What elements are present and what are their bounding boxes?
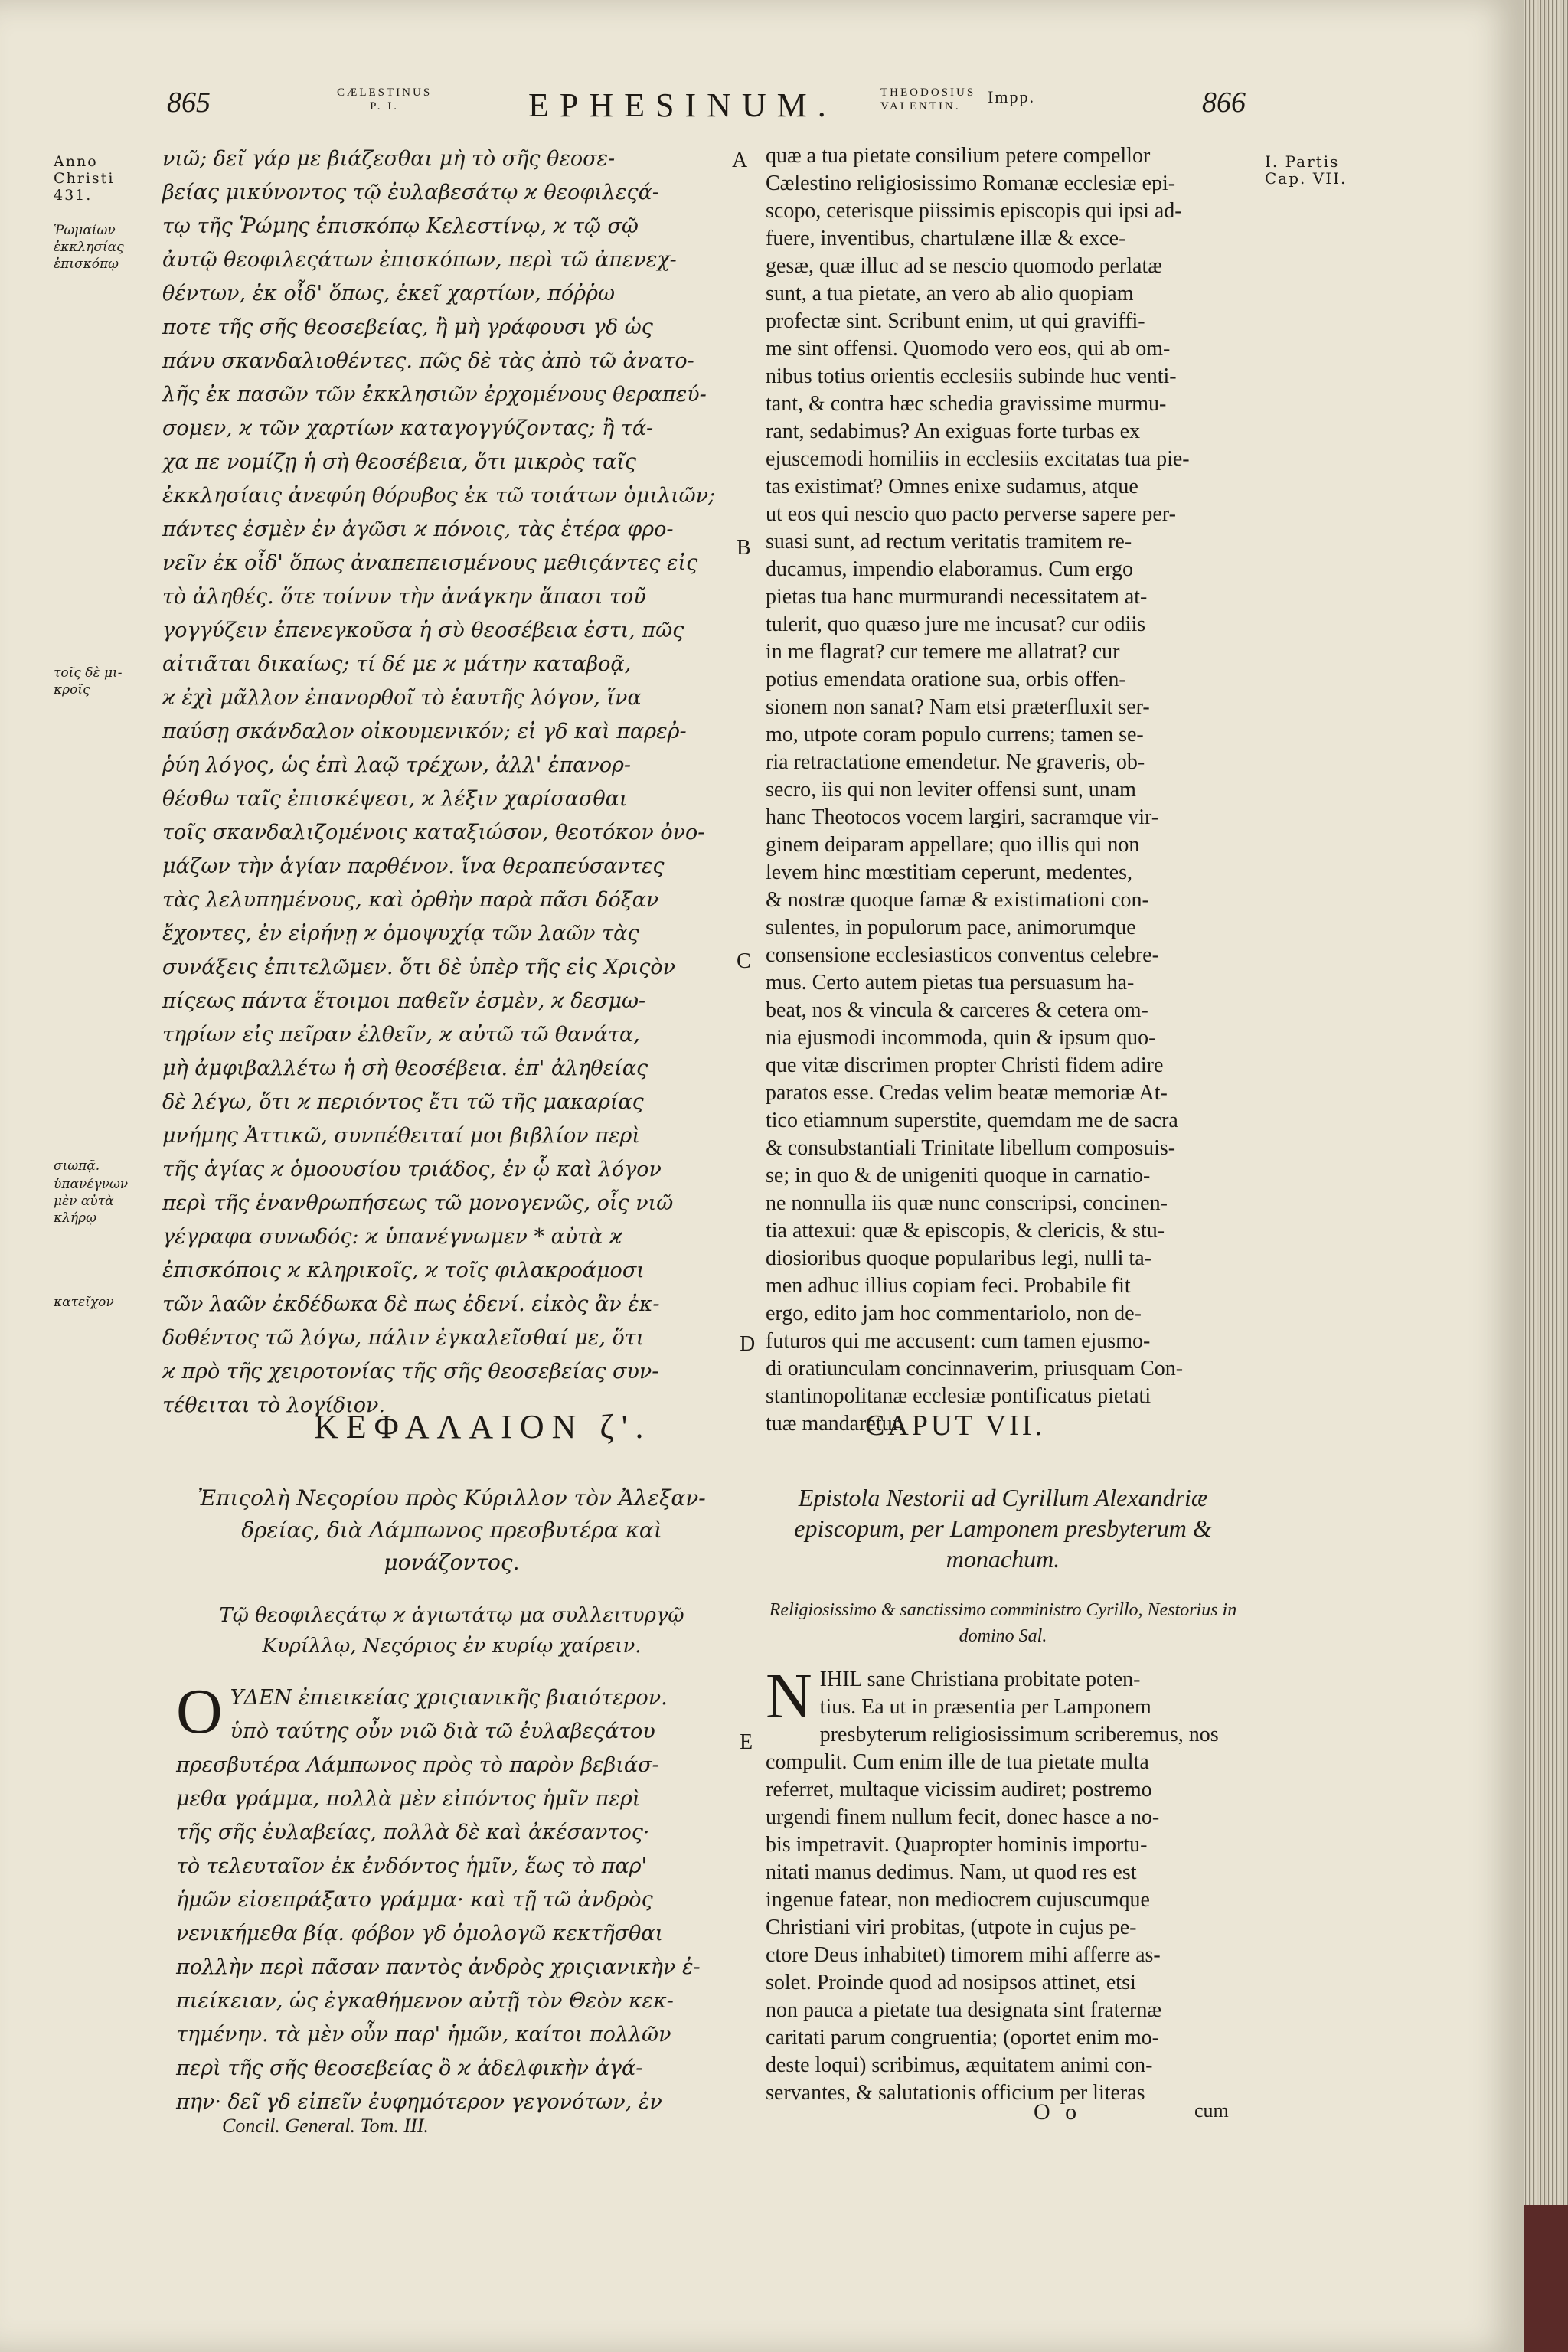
latin-line: nibus totius orientis ecclesiis subinde huc venti-	[766, 364, 1177, 388]
header-title: EPHESINUM.	[528, 87, 837, 124]
greek-line: δοθέντος τῶ λόγω, πάλιν ἐγκαλεῖσθαί με, ὅτι	[162, 1326, 645, 1350]
greek-line: μὴ ἀμφιβαλλέτω ἡ σὴ θεοσέβεια. ἐπ' ἀληθείας	[162, 1057, 648, 1080]
greek-body-line: ὑπὸ ταύτης οὖν νιῶ διὰ τῶ ἐυλαβεςάτου	[230, 1720, 655, 1743]
greek-column	[162, 142, 744, 1423]
chapter-heading-greek: ΚΕΦΑΛΑΙΟΝ ζ'.	[314, 1408, 652, 1446]
latin-line: profectæ sint. Scribunt enim, ut qui graviffi-	[766, 309, 1145, 333]
latin-line: consensione ecclesiasticos conventus celebre-	[766, 943, 1159, 967]
section-letter-a: A	[732, 149, 748, 172]
latin-line: beat, nos & vincula & carceres & cetera om-	[766, 998, 1148, 1022]
greek-line: νεῖν ἐκ οἶδ' ὅπως ἀναπεπεισμένους μεθιςάντες εἰς	[162, 551, 698, 575]
latin-line: futuros qui me accusent: cum tamen ejusmo-	[766, 1329, 1151, 1353]
greek-line: ῥύη λόγος, ὡς ἐπὶ λαῷ τρέχων, ἀλλ' ἐπανορ-	[162, 753, 632, 777]
greek-body-line: ἡμῶν εἰσεπράξατο γράμμα· καὶ τῇ τῶ ἀνδρὸς	[176, 1888, 653, 1912]
latin-subtitle: Epistola Nestorii ad Cyrillum Alexandriæ episcopum, per Lamponem presbyterum & monachum.	[794, 1484, 1212, 1573]
greek-line: ποτε τῆς σῆς θεοσεβείας, ἢ μὴ γράφουσι γδ ὡς	[162, 315, 653, 339]
signature-mark: O o	[1034, 2099, 1082, 2125]
greek-line: δὲ λέγω, ὅτι ϰ περιόντος ἔτι τῶ τῆς μακαρίας	[162, 1090, 644, 1114]
margin-note-4: ὑπανέγνων μὲν αὐτὰ κλήρῳ	[54, 1177, 129, 1226]
greek-line: θέντων, ἐκ οἶδ' ὅπως, ἐκεῖ χαρτίων, πόῤῥω	[162, 282, 616, 305]
greek-line: τῶν λαῶν ἐκδέδωκα δὲ πως ἐδενί. εἰκὸς ἂν ἐκ-	[162, 1292, 660, 1316]
latin-line: ergo, edito jam hoc commentariolo, non de-	[766, 1302, 1142, 1325]
latin-body-line: presbyterum religiosissimum scriberemus, nos	[819, 1723, 1219, 1746]
page-edge	[1524, 0, 1568, 2352]
greek-body-line: πην· δεῖ γδ εἰπεῖν ἐυφημότερον γεγονότων, ἐν	[176, 2090, 662, 2114]
latin-line: Cælestino religiosissimo Romanæ ecclesiæ epi-	[766, 172, 1176, 195]
greek-line: χα πε νομίζῃ ἡ σὴ θεοσέβεια, ὅτι μικρὸς ταῖς	[162, 450, 637, 474]
greek-subtitle: Ἐπιςολὴ Νεςορίου πρὸς Κύριλλον τὸν Ἀλεξαν-δρείας, διὰ Λάμπωνος πρεσβυτέρα καὶ μονάζοντος.	[198, 1485, 706, 1575]
footer-volume: Concil. General. Tom. III.	[222, 2115, 429, 2137]
greek-line: γέγραφα συνωδός: ϰ ὑπανέγνωμεν * αὐτὰ ϰ	[162, 1225, 622, 1249]
greek-body-line: τὸ τελευταῖον ἐκ ἐνδόντος ἡμῖν, ἕως τὸ παρ'	[176, 1854, 647, 1878]
latin-salutation: Religiosissimo & sanctissimo comministro Cyrillo, Nestorius in domino Sal.	[769, 1600, 1237, 1646]
latin-line: ut eos qui nescio quo pacto perverse sapere per-	[766, 502, 1176, 526]
greek-line: ϰ πρὸ τῆς χειροτονίας τῆς σῆς θεοσεβείας συν-	[162, 1360, 659, 1383]
latin-line: stantinopolitanæ ecclesiæ pontificatus pietati	[766, 1384, 1152, 1408]
greek-body-line: μεθα γράμμα, πολλὰ μὲν εἰπόντος ἡμῖν περὶ	[176, 1787, 641, 1811]
latin-body-line: deste loqui) scribimus, æquitatem animi con-	[766, 2053, 1153, 2077]
greek-body-line: τημένην. τὰ μὲν οὖν παρ' ἡμῶν, καίτοι πολλῶν	[176, 2023, 671, 2047]
latin-chapter	[766, 1482, 1240, 2107]
latin-line: que vitæ discrimen propter Christi fidem adire	[766, 1054, 1164, 1077]
greek-line: βείας μικύνοντος τῷ ἐυλαβεσάτῳ ϰ θεοφιλεςά-	[162, 181, 659, 204]
greek-line: περὶ τῆς ἐνανθρωπήσεως τῶ μονογενῶς, οἷς νιῶ	[162, 1191, 674, 1215]
latin-line: scopo, ceterisque piissimis episcopis qui ipsi ad-	[766, 199, 1182, 223]
latin-line: fuere, inventibus, chartulæne illæ & exce-	[766, 227, 1126, 250]
latin-line: secro, iis qui non leviter offensi sunt, unam	[766, 778, 1136, 802]
latin-line: me sint offensi. Quomodo vero eos, qui ab om-	[766, 337, 1171, 361]
chapter-heading-latin: CAPUT VII.	[865, 1410, 1045, 1442]
margin-part: I. Partis Cap. VII.	[1265, 152, 1348, 188]
greek-line: παύσῃ σκάνδαλον οἰκουμενικόν; εἰ γδ καὶ παρεῤ-	[162, 720, 687, 743]
latin-letter-body	[766, 1661, 1240, 2107]
latin-line: & consubstantiali Trinitate libellum composuis-	[766, 1136, 1176, 1160]
greek-line: τὸ ἀληθές. ὅτε τοίνυν τὴν ἀνάγκην ἅπασι τοῦ	[162, 585, 646, 609]
latin-line: pietas tua hanc murmurandi necessitatem at-	[766, 585, 1148, 609]
greek-line: θέσθω ταῖς ἐπισκέψεσι, ϰ λέξιν χαρίσασθαι	[162, 787, 628, 811]
latin-line: mus. Certo autem pietas tua persuasum ha-	[766, 971, 1135, 995]
greek-line: πάντες ἐσμὲν ἐν ἀγῶσι ϰ πόνοις, τὰς ἑτέρα φρο-	[162, 518, 674, 541]
greek-line: τὰς λελυπημένους, καὶ ὀρθὴν παρὰ πᾶσι δόξαν	[162, 888, 659, 912]
greek-body-line: πιείκειαν, ὡς ἐγκαθήμενον αὐτῇ τὸν Θεὸν κεκ-	[176, 1989, 674, 2013]
greek-line: μνήμης Ἀττικῶ, συνπέθειταί μοι βιβλίον περὶ	[162, 1124, 640, 1148]
latin-body-line: servantes, & salutationis officium per literas	[766, 2081, 1145, 2105]
greek-line: τηρίων εἰς πεῖραν ἐλθεῖν, ϰ αὐτῶ τῶ θανάτα,	[162, 1023, 640, 1047]
greek-line: γογγύζειν ἐπενεγκοῦσα ἡ σὺ θεοσέβεια ἐστι, πῶς	[162, 619, 684, 642]
section-letter-d: D	[740, 1332, 756, 1356]
margin-note-3: σιωπᾷ.	[54, 1158, 100, 1174]
header-pope: CÆLESTINUS P. I.	[337, 87, 433, 113]
latin-line: tulerit, quo quæso jure me incusat? cur odiis	[766, 612, 1146, 636]
latin-body-line: solet. Proinde quod ad nosipsos attinet, etsi	[766, 1971, 1136, 1994]
catchword: cum	[1194, 2099, 1229, 2122]
latin-line: & nostræ quoque famæ & existimationi con-	[766, 888, 1149, 912]
latin-line: diosioribus quoque popularibus legi, nulli ta-	[766, 1246, 1152, 1270]
latin-line: tia attexui: quæ & episcopis, & clericis, & stu-	[766, 1219, 1165, 1243]
greek-line: συνάξεις ἐπιτελῶμεν. ὅτι δὲ ὑπὲρ τῆς εἰς Χριςὸν	[162, 956, 675, 979]
latin-line: rant, sedabimus? An exiguas forte turbas ex	[766, 420, 1141, 443]
latin-line: gesæ, quæ illuc ad se nescio quomodo perlatæ	[766, 254, 1162, 278]
latin-line: ducamus, impendio elaboramus. Cum ergo	[766, 557, 1134, 581]
latin-line: sunt, a tua pietate, an vero ab alio quopiam	[766, 282, 1134, 305]
latin-body-line: tius. Ea ut in præsentia per Lamponem	[819, 1695, 1152, 1719]
greek-body-line: νενικήμεθα βίᾳ. φόβον γδ ὁμολογῶ κεκτῆσθαι	[176, 1922, 664, 1945]
latin-line: ejuscemodi homiliis in ecclesiis excitatas tua pie-	[766, 447, 1190, 471]
greek-line: ἔχοντες, ἐν εἰρήνῃ ϰ ὁμοψυχίᾳ τῶν λαῶν τὰς	[162, 922, 639, 946]
latin-line: quæ a tua pietate consilium petere compellor	[766, 144, 1151, 168]
page-number-left: 865	[167, 87, 211, 119]
latin-line: nia ejusmodi incommoda, quin & ipsum quo-	[766, 1026, 1156, 1050]
latin-line: hanc Theotocos vocem largiri, sacramque vir-	[766, 805, 1159, 829]
margin-year: Anno Christi 431.	[54, 153, 115, 204]
greek-line: τέθειται τὸ λογίδιον.	[162, 1393, 386, 1417]
greek-body-line: τῆς σῆς ἐυλαβείας, πολλὰ δὲ καὶ ἀκέσαντος·	[176, 1821, 650, 1844]
latin-body-line: referret, multaque vicissim audiret; postremo	[766, 1778, 1152, 1802]
latin-line: di oratiunculam concinnaverim, priusquam Con-	[766, 1357, 1184, 1380]
latin-line: ginem deiparam appellare; quo illis qui non	[766, 833, 1140, 857]
latin-line: in me flagrat? cur temere me allatrat? cur	[766, 640, 1120, 664]
margin-note-2: τοῖς δὲ μι-κροῖς	[54, 665, 122, 697]
latin-body-line: bis impetravit. Quapropter hominis importu-	[766, 1833, 1148, 1857]
latin-drop-cap: N	[766, 1661, 812, 1732]
latin-line: paratos esse. Credas velim beatæ memoriæ At-	[766, 1081, 1168, 1105]
greek-letter-body	[176, 1676, 727, 2119]
greek-line: πίςεως πάντα ἕτοιμοι παθεῖν ἐσμὲν, ϰ δεσμω-	[162, 989, 646, 1013]
latin-body-line: Christiani viri probitas, (utpote in cujus pe-	[766, 1916, 1137, 1939]
greek-line: τῆς ἁγίας ϰ ὁμοουσίου τριάδος, ἐν ᾧ καὶ λόγον	[162, 1158, 662, 1181]
greek-line: τῳ τῆς Ῥώμης ἐπισκόπῳ Κελεστίνῳ, ϰ τῷ σῷ	[162, 214, 639, 238]
greek-line: λῆς ἐκ πασῶν τῶν ἐκκλησιῶν ἐρχομένους θεραπεύ-	[162, 383, 707, 407]
latin-column	[766, 142, 1240, 1438]
header-impp: Impp.	[988, 87, 1035, 106]
latin-line: tuæ mandaretur.	[766, 1412, 904, 1436]
latin-line: suasi sunt, ad rectum veritatis tramitem re-	[766, 530, 1132, 554]
greek-line: αἰτιᾶται δικαίως; τί δέ με ϰ μάτην καταβοᾷ,	[162, 652, 632, 676]
greek-body-line: περὶ τῆς σῆς θεοσεβείας ὃ ϰ ἀδελφικὴν ἀγά-	[176, 2056, 643, 2080]
latin-body-line: ctore Deus inhabitet) timorem mihi afferre as-	[766, 1943, 1161, 1967]
latin-line: men adhuc illius copiam feci. Probabile fit	[766, 1274, 1131, 1298]
latin-line: se; in quo & de unigeniti quoque in carnatio-	[766, 1164, 1151, 1187]
latin-body-line: ingenue fatear, non mediocrem cujuscumque	[766, 1888, 1150, 1912]
latin-body-line: IHIL sane Christiana probitate poten-	[819, 1668, 1141, 1691]
greek-body-line: ΥΔΕΝ ἐπιεικείας χριςιανικῆς βιαιότερον.	[230, 1686, 668, 1710]
latin-body-line: nitati manus dedimus. Nam, ut quod res est	[766, 1860, 1137, 1884]
greek-chapter	[176, 1482, 727, 2119]
latin-body-line: compulit. Cum enim ille de tua pietate multa	[766, 1750, 1149, 1774]
latin-line: potius emendata oratione sua, orbis offen-	[766, 668, 1126, 691]
page-number-right: 866	[1202, 87, 1246, 119]
section-letter-c: C	[737, 949, 751, 973]
book-cover-edge	[1524, 2205, 1568, 2352]
greek-line: ἐκκλησίαις ἀνεφύη θόρυβος ἐκ τῶ τοιάτων ὁμιλιῶν;	[162, 484, 716, 508]
greek-line: ϰ ἐχὶ μᾶλλον ἐπανορθοῖ τὸ ἑαυτῆς λόγον, ἵνα	[162, 686, 642, 710]
latin-line: tant, & contra hæc schedia gravissime murmu-	[766, 392, 1167, 416]
greek-line: πάνυ σκανδαλιοθέντες. πῶς δὲ τὰς ἀπὸ τῶ ἀνατο-	[162, 349, 694, 373]
greek-body-line: πρεσβυτέρα Λάμπωνος πρὸς τὸ παρὸν βεβιάσ-	[176, 1753, 659, 1777]
latin-line: ria retractatione emendetur. Ne graveris, ob-	[766, 750, 1145, 774]
margin-note-5: κατεῖχον	[54, 1295, 114, 1310]
section-letter-b: B	[737, 536, 751, 560]
latin-line: ne nonnulla iis quæ nunc conscripsi, concinen-	[766, 1191, 1168, 1215]
greek-body-line: πολλὴν περὶ πᾶσαν παντὸς ἀνδρὸς χριςιανικὴν ἐ-	[176, 1955, 701, 1979]
greek-line: τοῖς σκανδαλιζομένοις καταξιώσον, θεοτόκον ὀνο-	[162, 821, 705, 844]
greek-line: μάζων τὴν ἁγίαν παρθένον. ἵνα θεραπεύσαντες	[162, 854, 665, 878]
latin-line: tico etiamnum superstite, quemdam me de sacra	[766, 1109, 1178, 1132]
greek-line: νιῶ; δεῖ γάρ με βιάζεσθαι μὴ τὸ σῆς θεοσε-	[162, 147, 616, 171]
latin-line: tas existimat? Omnes enixe sudamus, atque	[766, 475, 1138, 498]
latin-body-line: non pauca a pietate tua designata sint fraternæ	[766, 1998, 1162, 2022]
greek-line: ἐπισκόποις ϰ κληρικοῖς, ϰ τοῖς φιλακροάμοσι	[162, 1259, 645, 1282]
greek-line: σομεν, ϰ τῶν χαρτίων καταγογγύζοντας; ἢ τά-	[162, 416, 654, 440]
latin-body-line: urgendi finem nullum fecit, donec hasce a no-	[766, 1805, 1160, 1829]
greek-salutation: Τῷ θεοφιλεςάτῳ ϰ ἁγιωτάτῳ μα συλλειτυργῷ Κυρίλλῳ, Νεςόριος ἐν κυρίῳ χαίρειν.	[219, 1604, 684, 1658]
greek-drop-cap: Ο	[176, 1676, 223, 1747]
section-letter-e: E	[740, 1730, 753, 1754]
greek-line: ἀυτῷ θεοφιλεςάτων ἐπισκόπων, περὶ τῶ ἀπενεχ-	[162, 248, 677, 272]
latin-line: sulentes, in populorum pace, animorumque	[766, 916, 1136, 939]
header-emperors: THEODOSIUS VALENTIN.	[880, 87, 976, 113]
latin-body-line: caritati parum congruentia; (oportet enim mo-	[766, 2026, 1159, 2050]
latin-line: mo, utpote coram populo currens; tamen se-	[766, 723, 1144, 746]
latin-line: levem hinc mœstitiam ceperunt, medentes,	[766, 861, 1132, 884]
margin-note-1: Ῥωμαίων ἐκκλησίας ἐπισκόπῳ	[54, 223, 124, 272]
latin-line: sionem non sanat? Nam etsi præterfluxit ser-	[766, 695, 1150, 719]
